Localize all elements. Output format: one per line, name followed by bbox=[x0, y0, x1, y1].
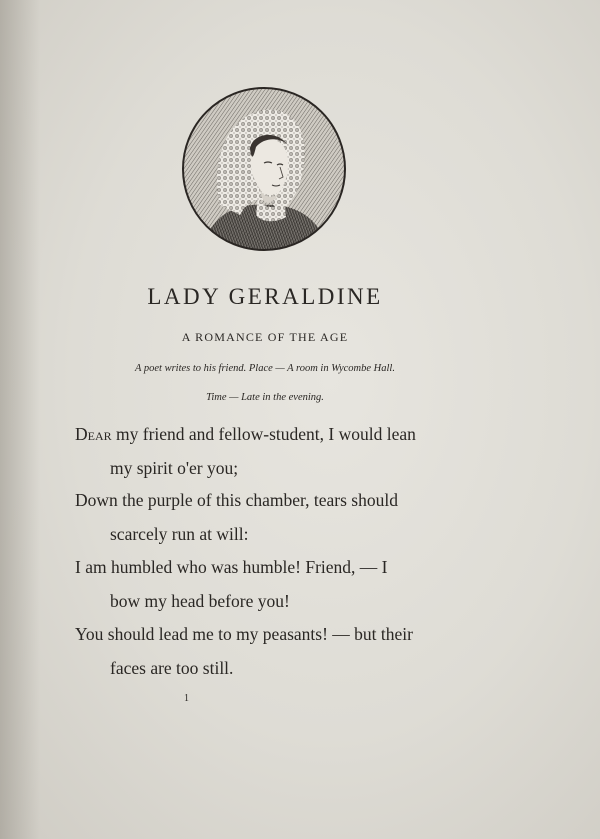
stage-direction: A poet writes to his friend. Place — A room in Wycombe Hall. bbox=[135, 363, 395, 374]
page-number: 1 bbox=[184, 693, 189, 704]
poem-title: LADY GERALDINE bbox=[147, 284, 383, 309]
verse-line-6: bow my head before you! bbox=[110, 591, 290, 611]
portrait-medallion bbox=[180, 85, 348, 253]
verse-line-5: I am humbled who was humble! Friend, — I bbox=[75, 557, 388, 577]
verse-line-1 bbox=[75, 424, 416, 445]
time-direction: Time — Late in the evening. bbox=[206, 392, 324, 403]
verse-line-4: scarcely run at will: bbox=[110, 524, 249, 544]
verse-line-3: Down the purple of this chamber, tears should bbox=[75, 490, 398, 510]
poem-subtitle: A ROMANCE OF THE AGE bbox=[181, 330, 349, 344]
verse-line-7: You should lead me to my peasants! — but their bbox=[75, 624, 413, 644]
drop-word: Dear bbox=[75, 424, 112, 444]
verse-line-8: faces are too still. bbox=[110, 658, 234, 678]
verse-line-1-text: my friend and fellow-student, I would lean bbox=[111, 424, 416, 444]
verse-line-2: my spirit o'er you; bbox=[110, 458, 239, 478]
